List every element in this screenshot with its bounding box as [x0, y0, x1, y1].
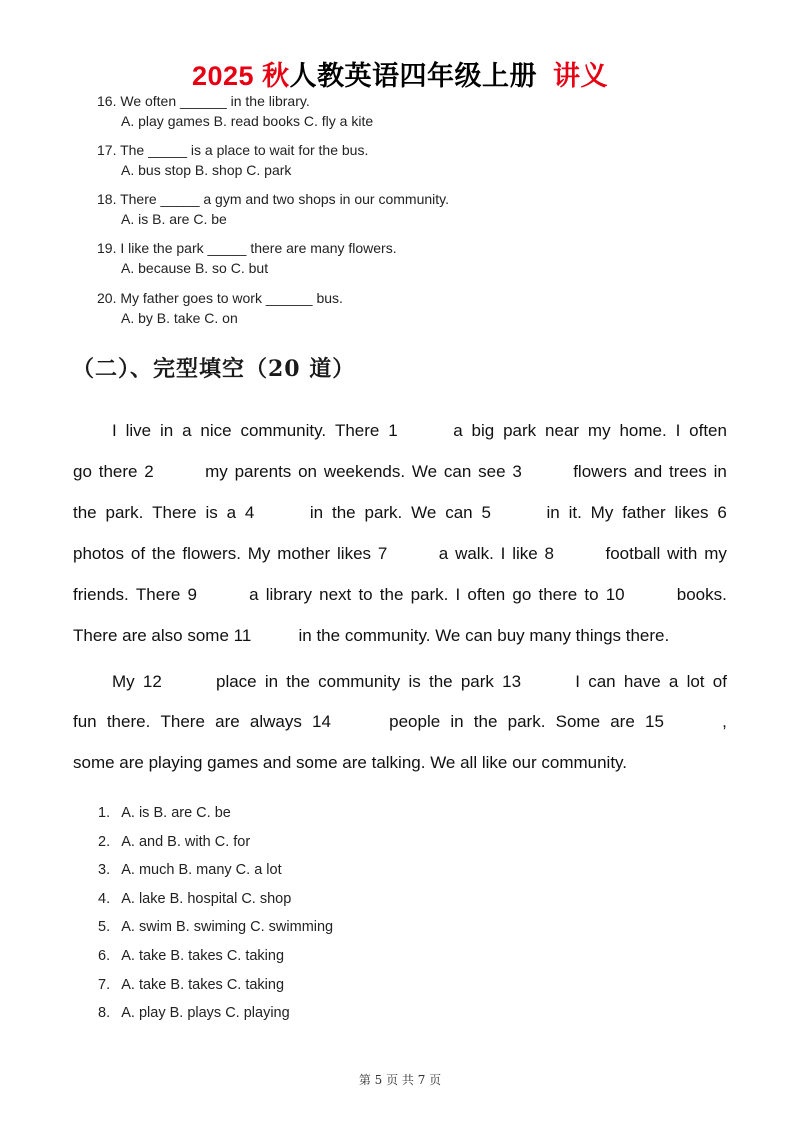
option-text: A. take B. takes C. taking [121, 947, 285, 964]
option-text: A. lake B. hospital C. shop [121, 890, 292, 907]
option-text: A. is B. are C. be [121, 805, 231, 821]
title-year: 2025 秋 [191, 61, 290, 91]
option-text: A. swim B. swiming C. swimming [121, 919, 334, 936]
option-number: 1. [98, 805, 111, 821]
option-row [98, 946, 333, 975]
paragraph-1-line: There are also some 11 in the community. We can buy many things there. [73, 626, 670, 645]
option-number: 7. [98, 976, 111, 993]
paragraph-1-line: go there 2 my parents on weekends. We can see 3 flowers and trees in [73, 462, 727, 481]
question-stem: 20. My father goes to work ______ bus. [97, 290, 343, 306]
paragraph-2-line: My 12 place in the community is the park 13 I can have a lot of [112, 672, 727, 691]
page-footer: 第 5 页 共 7 页 [358, 1073, 442, 1087]
question-stem: 16. We often ______ in the library. [97, 93, 310, 109]
question-19 [97, 238, 397, 278]
question-options: A. bus stop B. shop C. park [121, 162, 292, 178]
paragraph-1-line: photos of the flowers. My mother likes 7 a walk. I like 8 football with my [73, 544, 727, 563]
option-row [98, 917, 333, 946]
title-suffix: 讲义 [553, 61, 609, 91]
question-stem: 17. The _____ is a place to wait for the bus. [97, 142, 369, 158]
question-17 [97, 140, 368, 180]
page-title [0, 54, 800, 93]
option-row [98, 860, 333, 889]
title-main: 人教英语四年级上册 [289, 61, 538, 91]
option-row [98, 832, 333, 861]
option-row [98, 1003, 333, 1032]
paragraph-1-line: friends. There 9 a library next to the park. I often go there to 10 books. [73, 585, 727, 604]
option-text: A. play B. plays C. playing [121, 1005, 290, 1022]
option-row [98, 975, 333, 1004]
option-row [98, 889, 333, 918]
option-number: 3. [98, 862, 111, 879]
option-number: 4. [98, 890, 111, 907]
paragraph-2-line: some are playing games and some are talking. We all like our community. [73, 753, 628, 772]
option-text: A. and B. with C. for [121, 833, 251, 850]
option-text: A. take B. takes C. taking [121, 976, 285, 993]
option-text: A. much B. many C. a lot [121, 862, 282, 879]
question-options: A. because B. so C. but [121, 260, 269, 276]
paragraph-2-line: fun there. There are always 14 people in the park. Some are 15 , [73, 712, 727, 731]
option-number: 8. [98, 1005, 111, 1022]
cloze-options [98, 803, 333, 1032]
option-number: 2. [98, 833, 111, 850]
question-options: A. by B. take C. on [121, 310, 238, 326]
question-16 [97, 91, 373, 131]
question-stem: 19. I like the park _____ there are many flowers. [97, 240, 397, 256]
question-options: A. is B. are C. be [121, 211, 227, 227]
question-options: A. play games B. read books C. fly a kite [121, 113, 374, 129]
question-18 [97, 189, 449, 229]
question-20 [97, 288, 343, 328]
option-number: 6. [98, 947, 111, 964]
paragraph-1-line: the park. There is a 4 in the park. We can 5 in it. My father likes 6 [73, 503, 727, 522]
question-stem: 18. There _____ a gym and two shops in our community. [97, 191, 450, 207]
paragraph-1-line: I live in a nice community. There 1 a big park near my home. I often [112, 421, 727, 440]
option-number: 5. [98, 919, 111, 936]
section-heading: （二）、完型填空（20 道） [72, 356, 356, 382]
option-row [98, 803, 333, 832]
